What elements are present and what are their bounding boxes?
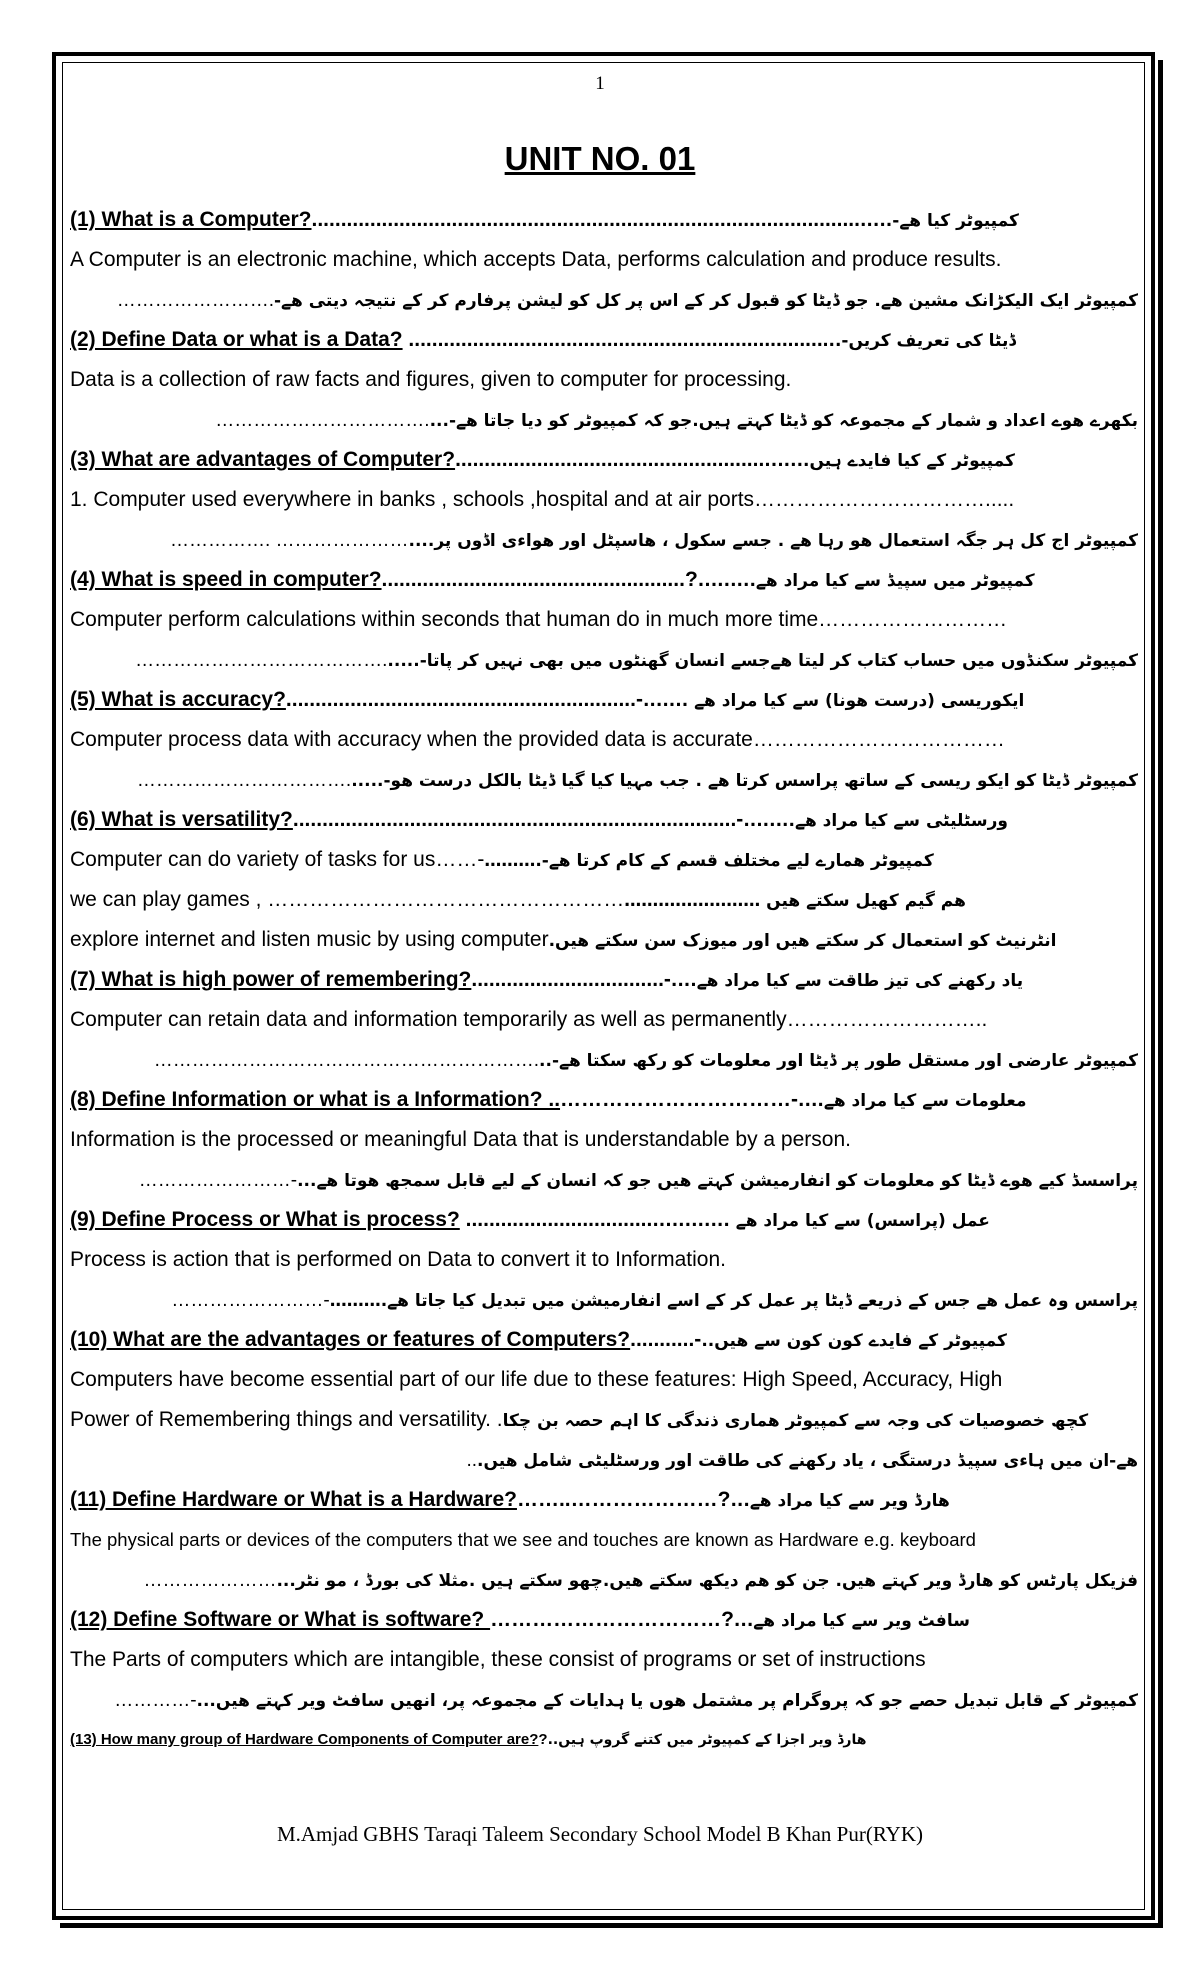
answer-urdu-text: کمپیوٹر ڈیٹا کو ایکو ریسی کے ساتھ پراسس کرتا ھے . جب مہیا کیا گیا ڈیٹا بالکل درست ھو-..... — [351, 771, 1138, 791]
question-urdu: ورسٹلیٹی سے کیا مراد ھے........ — [743, 811, 1008, 831]
question-line — [70, 440, 1138, 480]
answer-urdu-text: کچھ خصوصیات کی وجہ سے کمپیوٹر ھماری ذندگی کا اہم حصہ بن چکا — [502, 1411, 1089, 1431]
question-text: (3) What are advantages of Computer? — [70, 448, 456, 471]
question-text: (11) Define Hardware or What is a Hardware? — [70, 1488, 517, 1511]
answer-urdu — [70, 280, 1138, 320]
leader-dots: .. — [466, 1450, 478, 1471]
question-urdu: کمپیوٹر کے کیا فایدے ہیں....... — [764, 451, 1015, 471]
question-text: (2) Define Data or what is a Data? — [70, 328, 403, 351]
answer-urdu-text: فزیکل پارٹس کو ھارڈ ویر کہتے ھیں. جن کو ھم دیکھ سکتے ھیں.چھو سکتے ہیں .مثلا کی بورڈ ، مو نٹر... — [276, 1571, 1138, 1591]
answer-english — [70, 600, 1138, 640]
question-text: (12) Define Software or What is software? — [70, 1608, 491, 1631]
question-urdu: معلومات سے کیا مراد ھے.... — [798, 1091, 1027, 1111]
answer-urdu-text: بکھرے ھوے اعداد و شمار کے مجموعہ کو ڈیٹا کہتے ہیں.جو کہ کمپیوٹر کو دیا جاتا ھے-... — [429, 411, 1138, 431]
answer-english — [70, 1520, 1138, 1560]
question-urdu: کمپیوٹر میں سپیڈ سے کیا مراد ھے......... — [697, 571, 1035, 591]
answer-english — [70, 1240, 1138, 1280]
unit-title: UNIT NO. 01 — [504, 140, 696, 177]
answer-english-text: Computer can do variety of tasks for us……- — [70, 848, 485, 871]
answer-english-text: Computers have become essential part of our life due to these features: High Speed, Accuracy, High — [70, 1368, 1003, 1391]
question-list — [70, 200, 1138, 1760]
leader-dots: ……………………………. — [136, 770, 352, 791]
answer-english-text: Data is a collection of raw facts and figures, given to computer for processing. — [70, 368, 792, 391]
answer-mixed — [70, 840, 1138, 880]
question-line — [70, 960, 1138, 1000]
answer-urdu — [70, 1680, 1138, 1720]
answer-english-text: Computer perform calculations within seconds that human do in much more time……………………… — [70, 608, 1008, 631]
question-urdu: ایکوریسی (درست ھونا) سے کیا مراد ھے ....... — [642, 691, 1025, 711]
leader-dots: .............................................................................................. — [311, 208, 860, 231]
leader-dots: ……………………………- — [560, 1088, 799, 1111]
question-text: (7) What is high power of remembering? — [70, 968, 472, 991]
question-urdu: ھارڈ ویر سے کیا مراد ھے... — [730, 1491, 950, 1511]
answer-english — [70, 480, 1138, 520]
leader-dots: ……………………………………………………. — [153, 1050, 540, 1071]
leader-dots: ................................ — [459, 1208, 653, 1231]
leader-dots: ……………. ………………… — [169, 530, 409, 551]
question-text: (4) What is speed in computer? — [70, 568, 382, 591]
leader-dots: ..................................................... — [455, 448, 765, 471]
question-urdu: سافٹ ویر سے کیا مراد ھے... — [733, 1611, 970, 1631]
question-text: (10) What are the advantages or features of Computers? — [70, 1328, 631, 1351]
question-text: (13) How many group of Hardware Components of Computer are? — [70, 1731, 539, 1748]
answer-mixed — [70, 920, 1138, 960]
leader-dots: ...........- — [630, 1328, 702, 1351]
answer-english-text: A Computer is an electronic machine, which accepts Data, performs calculation and produce results. — [70, 248, 1002, 271]
answer-english — [70, 1360, 1138, 1400]
answer-urdu-text: کمپیوٹر ایک الیکڑانک مشین ھے. جو ڈیٹا کو قبول کر کے اس پر کل کو لیشن پرفارم کر کے نتیجہ دیتی ھے- — [273, 291, 1138, 311]
page-footer: M.Amjad GBHS Taraqi Taleem Secondary School Model B Khan Pur(RYK) — [276, 1822, 924, 1846]
leader-dots: …………- — [114, 1690, 197, 1711]
leader-dots: ……………………………? — [490, 1608, 734, 1631]
answer-urdu-text: کمپیوٹر کے قابل تبدیل حصے جو کہ پروگرام پر مشتمل ھوں یا ہدایات کے مجموعہ پر، انھیں سافٹ ویر کہتے ھیں... — [196, 1691, 1138, 1711]
answer-english-text: Process is action that is performed on Data to convert it to Information. — [70, 1248, 726, 1271]
leader-dots: ....................................................? — [381, 568, 698, 591]
question-line — [70, 1200, 1138, 1240]
answer-english-text: Information is the processed or meaningful Data that is understandable by a person. — [70, 1128, 851, 1151]
answer-urdu — [70, 1280, 1138, 1320]
leader-dots: ………………… — [143, 1570, 277, 1591]
question-urdu: یاد رکھنے کی تیز طاقت سے کیا مراد ھے.... — [670, 971, 1024, 991]
question-line — [70, 1600, 1138, 1640]
answer-mixed — [70, 880, 1138, 920]
answer-urdu — [70, 640, 1138, 680]
question-text: (1) What is a Computer? — [70, 208, 312, 231]
answer-urdu-text: کمپیوٹر اج کل ہر جگہ استعمال ھو رہا ھے . جسے سکول ، ھاسپٹل اور ھواءی اڈوں پر.... — [408, 531, 1138, 551]
page-number: 1 — [595, 73, 605, 94]
question-line — [70, 800, 1138, 840]
answer-urdu-text: پراسسڈ کیے ھوے ڈیٹا کو معلومات کو انفارمیشن کہتے ھیں جو کہ انسان کے لیے قابل سمجھ ھوتا ھے... — [297, 1171, 1138, 1191]
answer-urdu-text: ھے-ان میں ہاءی سپیڈ درستگی ، یاد رکھنے کی طاقت اور ورسٹلیٹی شامل ھیں. — [477, 1451, 1138, 1471]
answer-english — [70, 240, 1138, 280]
question-urdu: عمل (پراسس) سے کیا مراد ھے ............ — [652, 1211, 990, 1231]
leader-dots: ……………………. — [116, 290, 274, 311]
question-line — [70, 200, 1138, 240]
leader-dots: ............................................................................- — [292, 808, 744, 831]
answer-english-text: The physical parts or devices of the computers that we see and touches are known as Hardware e.g. keyboard — [70, 1529, 976, 1550]
answer-english — [70, 360, 1138, 400]
question-urdu: ڈیٹا کی تعریف کریں-.. — [828, 331, 1016, 351]
answer-mixed — [70, 1400, 1138, 1440]
leader-dots: .................................- — [471, 968, 671, 991]
answer-urdu — [70, 1160, 1138, 1200]
answer-english-text: explore internet and listen music by using computer — [70, 928, 549, 951]
answer-english-text: The Parts of computers which are intangible, these consist of programs or set of instructions — [70, 1648, 926, 1671]
answer-english-text: Power of Remembering things and versatility. . — [70, 1408, 503, 1431]
answer-english — [70, 1120, 1138, 1160]
leader-dots: ……………………………. — [215, 410, 430, 431]
answer-urdu-text: پراسس وہ عمل ھے جس کے ذریعے ڈیٹا پر عمل کر کے اسے انفارمیشن میں تبدیل کیا جاتا ھے.……… — [329, 1291, 1138, 1311]
question-text: (8) Define Information or what is a Information? .. — [70, 1088, 561, 1111]
answer-urdu — [70, 400, 1138, 440]
answer-urdu-text: ھم گیم کھیل سکتے ھیں …………………… — [624, 891, 966, 911]
question-text: (9) Define Process or What is process? — [70, 1208, 460, 1231]
answer-urdu — [70, 1440, 1138, 1480]
answer-english — [70, 720, 1138, 760]
question-line — [70, 560, 1138, 600]
leader-dots: ……………………- — [138, 1170, 298, 1191]
question-line — [70, 680, 1138, 720]
leader-dots: ........................................................................ — [402, 328, 829, 351]
answer-urdu — [70, 760, 1138, 800]
question-line — [70, 1320, 1138, 1360]
leader-dots: ……………………- — [171, 1290, 330, 1311]
leader-dots: ……..…………………? — [516, 1488, 731, 1511]
answer-urdu — [70, 520, 1138, 560]
question-line — [70, 1720, 1138, 1760]
question-line — [70, 1080, 1138, 1120]
leader-dots: ............................................................- — [285, 688, 643, 711]
answer-english — [70, 1640, 1138, 1680]
question-urdu: کمپیوٹر کے فایدے کون کون سے ھیں.. — [701, 1331, 1007, 1351]
answer-urdu — [70, 1040, 1138, 1080]
answer-urdu-text: انٹرنیٹ کو استعمال کر سکتے ھیں اور میوزک سن سکتے ھیں. — [548, 931, 1057, 951]
question-text: (6) What is versatility? — [70, 808, 293, 831]
question-text: (5) What is accuracy? — [70, 688, 286, 711]
question-line — [70, 320, 1138, 360]
answer-urdu — [70, 1560, 1138, 1600]
question-urdu: ھارڈ ویر اجزا کے کمپیوٹر میں کتنے گروپ ہیں.. — [547, 1732, 867, 1748]
leader-dots: …………………………………. — [135, 650, 388, 671]
answer-english — [70, 1000, 1138, 1040]
answer-english-text: we can play games , …………………………………………… — [70, 888, 625, 911]
answer-english-text: 1. Computer used everywhere in banks , schools ,hospital and at air ports……………………………..... — [70, 488, 1015, 511]
answer-english-text: Computer can retain data and information temporarily as well as permanently……………………….. — [70, 1008, 988, 1031]
question-urdu: کمپیوٹر کیا ھے-..... — [859, 211, 1019, 231]
leader-dots: ? — [538, 1731, 548, 1748]
answer-english-text: Computer process data with accuracy when the provided data is accurate……………………………… — [70, 728, 1005, 751]
answer-urdu-text: کمپیوٹر عارضی اور مستقل طور پر ڈیٹا اور معلومات کو رکھ سکتا ھے-.. — [539, 1051, 1138, 1071]
answer-urdu-text: کمپیوٹر سکنڈوں میں حساب کتاب کر لیتا ھےجسے انسان گھنٹوں میں بھی نہیں کر پاتا-..... — [387, 651, 1138, 671]
answer-urdu-text: کمپیوٹر ھمارے لیے مختلف قسم کے کام کرتا ھے-.……… — [484, 851, 934, 871]
question-line — [70, 1480, 1138, 1520]
